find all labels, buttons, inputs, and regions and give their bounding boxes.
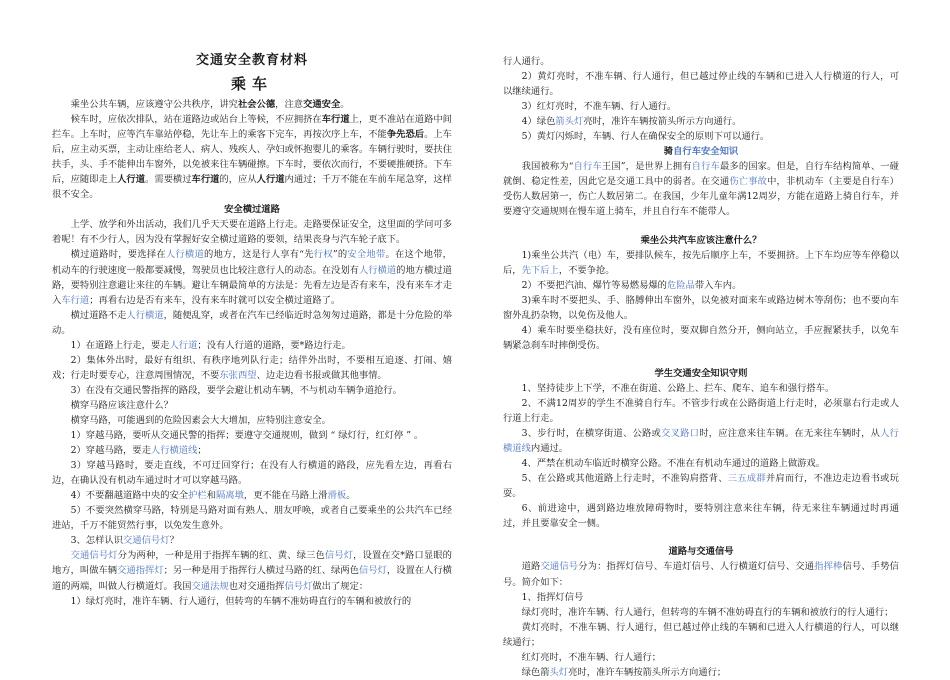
section-heading: 安全横过道路 — [224, 204, 280, 216]
hyperlink-term: 人行道 — [169, 339, 198, 351]
paragraph: 4）绿色箭头灯亮时，准许车辆按箭头所示方向通行。 — [521, 116, 742, 128]
paragraph: 2）穿越马路，要走人行横道线； — [70, 445, 207, 457]
hyperlink-term: 危险品 — [666, 279, 695, 291]
bold-term: 人行道 — [117, 174, 146, 186]
paragraph: 我国被称为“自行车王国”，是世界上拥有自行车最多的国家。但是，自行车结构简单、一碰就倒、稳定性差，因此它是交通工具中的弱者。在交通伤亡事故中，非机动车（主要是自行车）受伤人数居第一，伤亡人数居第二。在我国，少年儿童年满12周岁，方能在道路上骑自行车，并要遵守交通规则在慢车道上骑车，并且自行车不能带人。 — [503, 161, 899, 218]
hyperlink-term: 交通信号 — [540, 561, 579, 573]
paragraph: 交通信号灯分为两种，一种是用于指挥车辆的红、黄、绿三色信号灯，设置在交*路口显眼的地方，叫做车辆交通指挥灯；另一种是用于指挥行人横过马路的红、绿两色信号灯，设置在人行横道的两端，叫做人行横道灯。我国交通法规也对交通指挥信号灯做出了规定： — [52, 550, 452, 592]
hyperlink-term: 指挥棒 — [814, 561, 843, 573]
page-title: 交通安全教育材料 — [195, 53, 308, 68]
hyperlink-term: 隔离墩 — [216, 490, 244, 502]
paragraph: 黄灯亮时，不准车辆、行人通行，但已越过停止线的车辆和已进入人行横道的行人，可以继续通行； — [503, 621, 899, 648]
paragraph: 绿色箭头灯亮时，准许车辆按箭头所示方向通行； — [521, 666, 727, 678]
paragraph: 1、坚持徒步上下学，不准在街道、公路上、拦车、爬车、追车和强行搭车。 — [521, 382, 835, 394]
paragraph: 候车时，应依次排队，站在道路边或站台上等候，不应拥挤在车行道上，更不准站在道路中间拦车。上车时，应等汽车靠站停稳，先让车上的乘客下完车，再按次序上车，不能争先恐后。上车后，应主动买票，主动让座给老人、病人、残疾人、孕妇或怀抱婴儿的乘客。车辆行驶时，要扶住扶手，头、手不能伸出车窗外，以免被来往车辆碰擦。下车时，要依次而行，不要硬推硬挤。下车后，应随即走上人行道。需要横过车行道的，应从人行道内通过；千万不能在车前车尾急穿，这样很不安全。 — [52, 114, 452, 201]
paragraph: 2）集体外出时，最好有组织、有秩序地列队行走；结伴外出时，不要相互追逐、打闹、嬉戏；行走时要专心，注意周围情况，不要东张西望、边走边看书报或做其他事情。 — [52, 354, 452, 381]
section-heading: 乘坐公共汽车应该注意什么？ — [640, 234, 762, 246]
paragraph: 横穿马路应该注意什么？ — [70, 399, 173, 411]
hyperlink-term: 行权 — [313, 249, 333, 261]
paragraph: 4）不要翻越道路中央的安全护栏和隔离墩，更不能在马路上滑滑板。 — [70, 490, 356, 502]
bold-term: 车行道 — [191, 174, 220, 186]
paragraph: 2、不满12周岁的学生不准骑自行车。不管步行或在公路街道上行走时，必须靠右行走或人行道上行走。 — [503, 397, 899, 425]
hyperlink-term: 安全地带 — [347, 249, 386, 261]
paragraph: 4）乘车时要坐稳扶好，没有座位时，要双脚自然分开，侧向站立，手应握紧扶手，以免车辆紧急刹车时摔倒受伤。 — [503, 324, 899, 351]
paragraph: 4、严禁在机动车临近时横穿公路。不准在有机动车通过的道路上做游戏。 — [521, 458, 826, 470]
section-heading: 道路与交通信号 — [668, 546, 734, 558]
hyperlink-term: 人行横道 — [126, 309, 164, 321]
right-column-body — [503, 54, 899, 680]
paragraph: 2）不要把汽油、爆竹等易燃易爆的危险品带入车内。 — [521, 279, 742, 291]
hyperlink-term: 箭头灯 — [555, 116, 584, 128]
paragraph: 3、怎样认识交通信号灯？ — [70, 535, 179, 547]
paragraph: 乘坐公共车辆，应该遵守公共秩序，讲究社会公德，注意交通安全。 — [70, 99, 350, 110]
hyperlink-term: 交通法规 — [191, 580, 229, 592]
bold-term: 人行道 — [256, 174, 285, 186]
paragraph: 5）黄灯闪烁时，车辆、行人在确保安全的原则下可以通行。 — [521, 131, 770, 143]
hyperlink-term: 滑板 — [327, 490, 347, 502]
hyperlink-term: 三五成群 — [727, 473, 766, 485]
paragraph: 1)乘坐公共汽（电）车，要排队候车，按先后顺序上车，不要拥挤。上下车均应等车停稳以后，先下后上，不要争抢。 — [503, 249, 899, 276]
hyperlink-term: 人行横道 — [165, 249, 204, 261]
bold-term: 车行道 — [321, 114, 350, 126]
paragraph: 5）不要突然横穿马路，特别是马路对面有熟人、朋友呼唤，或者自己要乘坐的公共汽车已经进站，千万不能贸然行事，以免发生意外。 — [52, 505, 452, 532]
hyperlink-term: 自行车 — [573, 161, 602, 173]
hyperlink-term: 自行车安全知识 — [673, 146, 739, 158]
paragraph: 横过道路不走人行横道，随便乱穿，或者在汽车已经临近时急匆匆过道路，都是十分危险的举动。 — [52, 309, 452, 336]
bold-term: 交通安全 — [303, 99, 341, 110]
paragraph: 3）在没有交通民警指挥的路段，要学会避让机动车辆，不与机动车辆争道抢行。 — [70, 384, 402, 396]
hyperlink-term: 东张西望 — [219, 369, 257, 381]
paragraph: 2）黄灯亮时，不准车辆、行人通行，但已越过停止线的车辆和已进入人行横道的行人，可以继续通行。 — [503, 71, 899, 98]
hyperlink-term: 车行道 — [61, 294, 90, 306]
paragraph: 3）红灯亮时，不准车辆、行人通行。 — [521, 101, 677, 113]
hyperlink-term: 交叉路口 — [661, 428, 700, 440]
paragraph: 5、在公路或其他道路上行走时，不准钩肩搭背、三五成群并肩而行，不准边走边看书或玩耍。 — [503, 473, 899, 500]
bold-term: 社会公德 — [237, 99, 276, 110]
hyperlink-term: 交通信号灯 — [70, 550, 118, 562]
hyperlink-term: 信号灯 — [358, 565, 387, 577]
paragraph: 1、指挥灯信号 — [521, 591, 584, 603]
left-column — [52, 50, 452, 609]
paragraph: 3)乘车时不要把头、手、胳膊伸出车窗外，以免被对面来车或路边树木等刮伤；也不要向车窗外乱扔杂物，以免伤及他人。 — [503, 294, 899, 321]
hyperlink-term: 头灯 — [549, 666, 569, 678]
paragraph: 红灯亮时，不准车辆、行人通行； — [521, 651, 662, 663]
left-column-body — [52, 97, 452, 609]
paragraph: 上学、放学和外出活动，我们几乎天天要在道路上行走。走路要保证安全，这里面的学问可多着呢！有不少行人，因为没有掌握好安全横过道路的要领，结果丧身与汽车轮子底下。 — [52, 219, 452, 246]
paragraph: 道路交通信号分为：指挥灯信号、车道灯信号、人行横道灯信号、交通指挥棒信号、手势信号。简介如下： — [503, 561, 899, 588]
hyperlink-term: 交通信号灯 — [123, 535, 170, 547]
paragraph: 1）在道路上行走，要走人行道；没有人行道的道路，要*路边行走。 — [70, 339, 351, 351]
section-heading: 学生交通安全知识守则 — [654, 367, 748, 379]
right-column — [503, 54, 899, 680]
section-heading: 骑自行车安全知识 — [663, 146, 739, 158]
paragraph: 1）穿越马路，要听从交通民警的指挥；要遵守交通规则，做到 “ 绿灯行，红灯停 ” 。 — [70, 430, 424, 442]
hyperlink-term: 自行车 — [691, 161, 720, 173]
bold-term: 争先恐后 — [386, 129, 425, 141]
hyperlink-term: 先下后上 — [521, 264, 559, 276]
paragraph: 横穿马路，可能遇到的危险因素会大大增加，应特别注意安全。 — [70, 414, 331, 426]
paragraph: 1）绿灯亮时，准许车辆、行人通行，但转弯的车辆不准妨碍直行的车辆和被放行的 — [70, 595, 412, 607]
paragraph: 3、步行时，在横穿街道、公路或交叉路口时，应注意来往车辆。在无来往车辆时，从人行横道线内通过。 — [503, 428, 899, 455]
hyperlink-term: 人行横道线 — [503, 428, 899, 455]
paragraph: 绿灯亮时，准许车辆、行人通行，但转弯的车辆不准妨碍直行的车辆和被放行的行人通行； — [521, 606, 894, 618]
hyperlink-term: 人行横道线 — [150, 445, 198, 457]
hyperlink-term: 信号灯 — [284, 580, 313, 592]
hyperlink-term: 护栏 — [188, 490, 207, 502]
paragraph: 横过道路时，要选择在人行横道的地方，这是行人享有“先行权”的安全地带。在这个地带，机动车的行驶速度一般都要减慢，驾驶员也比较注意行人的动态。在没划有人行横道的地方横过道路，要特别注意避让来往的车辆。避让车辆最简单的方法是：先看左边是否有来车，没有来车才走入车行道；再看右边是否有来车，没有来车时就可以安全横过道路了。 — [52, 249, 452, 306]
paragraph: 行人通行。 — [503, 56, 550, 67]
paragraph: 6、前进途中，遇到路边堆放障碍物时，要特别注意来往车辆，待无来往车辆通过时再通过，并且要靠安全一侧。 — [503, 503, 899, 530]
hyperlink-term: 伤亡事故 — [729, 176, 768, 188]
hyperlink-term: 交通指挥灯 — [117, 565, 164, 577]
paragraph: 3）穿越马路时，要走直线，不可迂回穿行；在没有人行横道的路段，应先看左边，再看右边，在确认没有机动车通过时才可以穿越马路。 — [52, 460, 452, 487]
hyperlink-term: 信号灯 — [324, 550, 354, 562]
section-title: 乘车 — [230, 75, 273, 93]
hyperlink-term: 人行横道 — [358, 264, 397, 276]
